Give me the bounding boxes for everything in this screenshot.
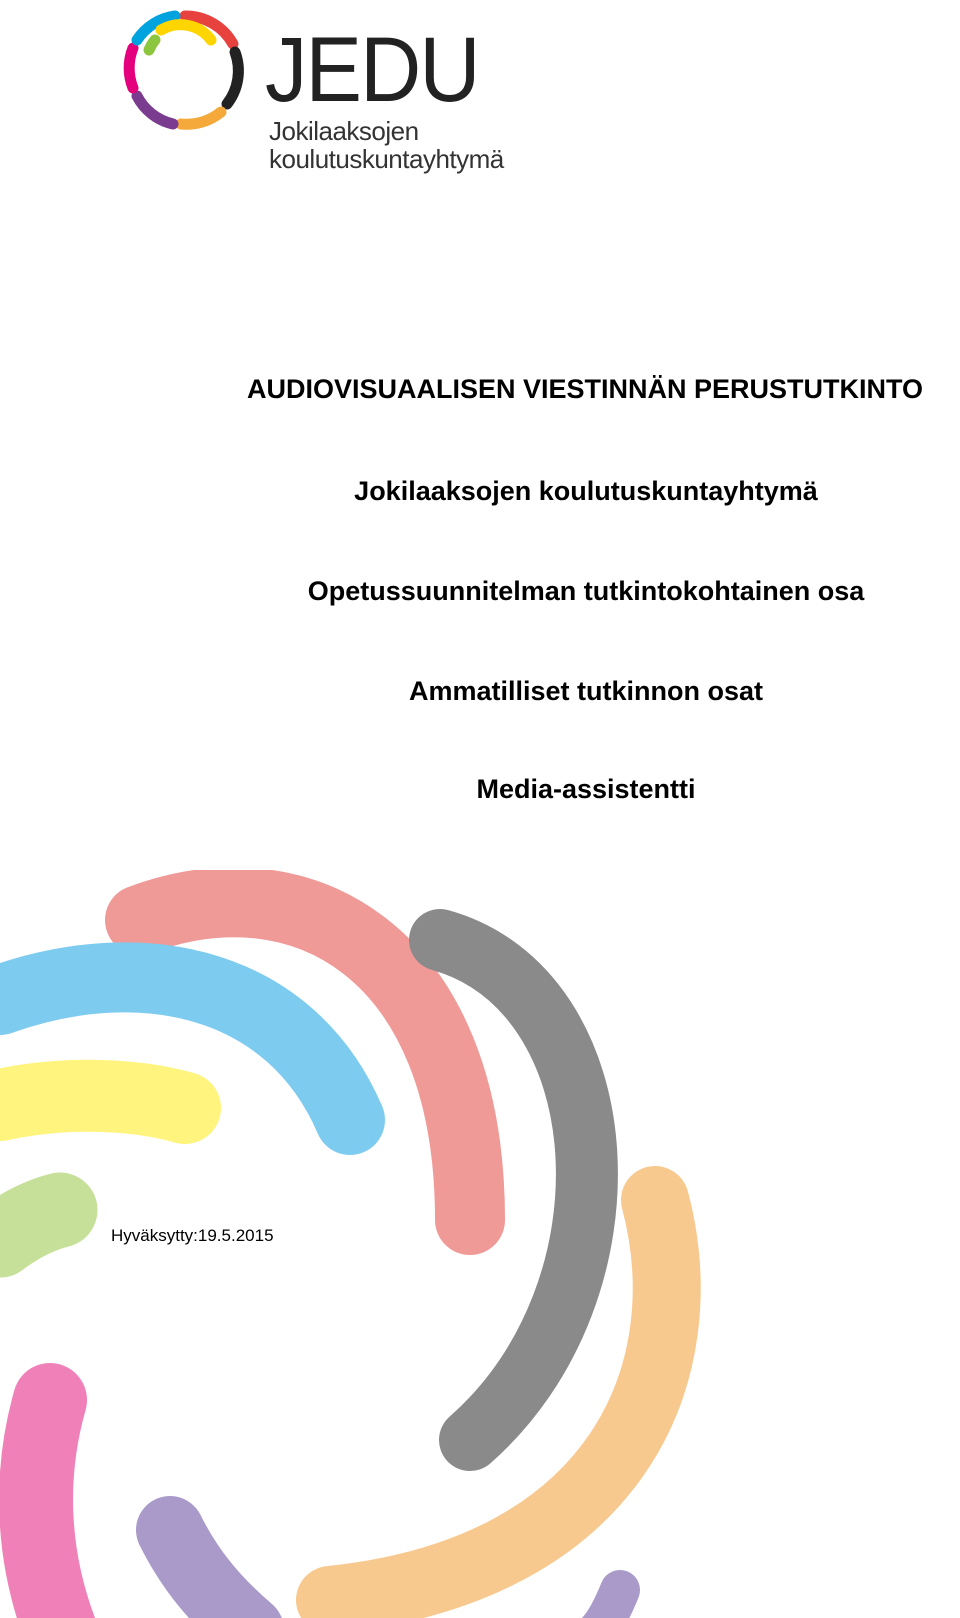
- logo-subtitle-line2: koulutuskuntayhtymä: [269, 144, 504, 174]
- jedu-logo-mark-icon: [115, 0, 255, 140]
- logo-subtitle-line1: Jokilaaksojen: [269, 116, 419, 146]
- document-title: AUDIOVISUAALISEN VIESTINNÄN PERUSTUTKINTO: [246, 374, 924, 404]
- swirl-arc-purple: [170, 1530, 250, 1618]
- swirl-arc-yellow: [0, 1096, 185, 1108]
- curriculum-part: Opetussuunnitelman tutkintokohtainen osa: [307, 576, 865, 606]
- swirl-arc-magenta: [36, 1400, 60, 1618]
- swirl-arc-purple-small: [598, 1590, 620, 1618]
- qualification-title: Media-assistentti: [476, 774, 696, 804]
- jedu-logo: [115, 0, 535, 180]
- approval-date: Hyväksytty:19.5.2015: [111, 1226, 274, 1245]
- swirl-arc-green: [0, 1210, 60, 1240]
- organization-name: Jokilaaksojen koulutuskuntayhtymä: [354, 476, 818, 506]
- logo-wordmark: JEDU: [265, 19, 479, 121]
- vocational-units: Ammatilliset tutkinnon osat: [408, 676, 764, 706]
